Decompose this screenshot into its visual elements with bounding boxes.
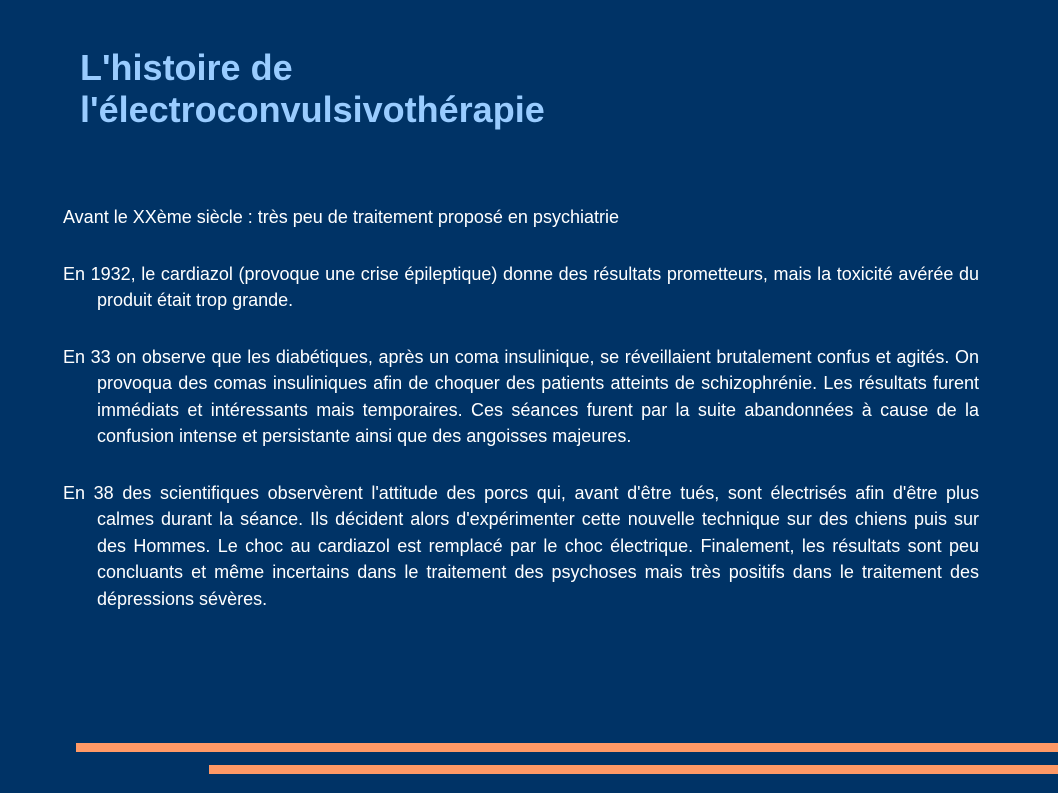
decorative-bar-bottom xyxy=(209,765,1058,774)
paragraph-before-20th-century: Avant le XXème siècle : très peu de traitement proposé en psychiatrie xyxy=(63,207,619,227)
decorative-bar-top xyxy=(76,743,1058,752)
slide-title-line-1: L'histoire de xyxy=(80,47,293,88)
slide-body xyxy=(63,204,979,642)
paragraph-cardiazol-1932: En 1932, le cardiazol (provoque une crise épileptique) donne des résultats prometteurs, mais la toxicité avérée du produit était trop grande. xyxy=(63,263,979,310)
paragraph-insulin-coma-1933: En 33 on observe que les diabétiques, après un coma insulinique, se réveillaient brutalement confus et agités. On provoqua des comas insuliniques afin de choquer des patients atteints de schizophrénie. Les résultats furent immédiats et intéressants mais temporaires. Ces séances furent par la suite abandonnées à cause de la confusion intense et persistante ainsi que des angoisses majeures. xyxy=(63,346,979,446)
slide-title-line-2: l'électroconvulsivothérapie xyxy=(80,89,545,130)
slide-title xyxy=(80,47,980,131)
paragraph-electric-shock-1938: En 38 des scientifiques observèrent l'attitude des porcs qui, avant d'être tués, sont électrisés afin d'être plus calmes durant la séance. Ils décident alors d'expérimenter cette nouvelle technique sur des chiens puis sur des Hommes. Le choc au cardiazol est remplacé par le choc électrique. Finalement, les résultats sont peu concluants et même incertains dans le traitement des psychoses mais très positifs dans le traitement des dépressions sévères. xyxy=(63,482,979,609)
